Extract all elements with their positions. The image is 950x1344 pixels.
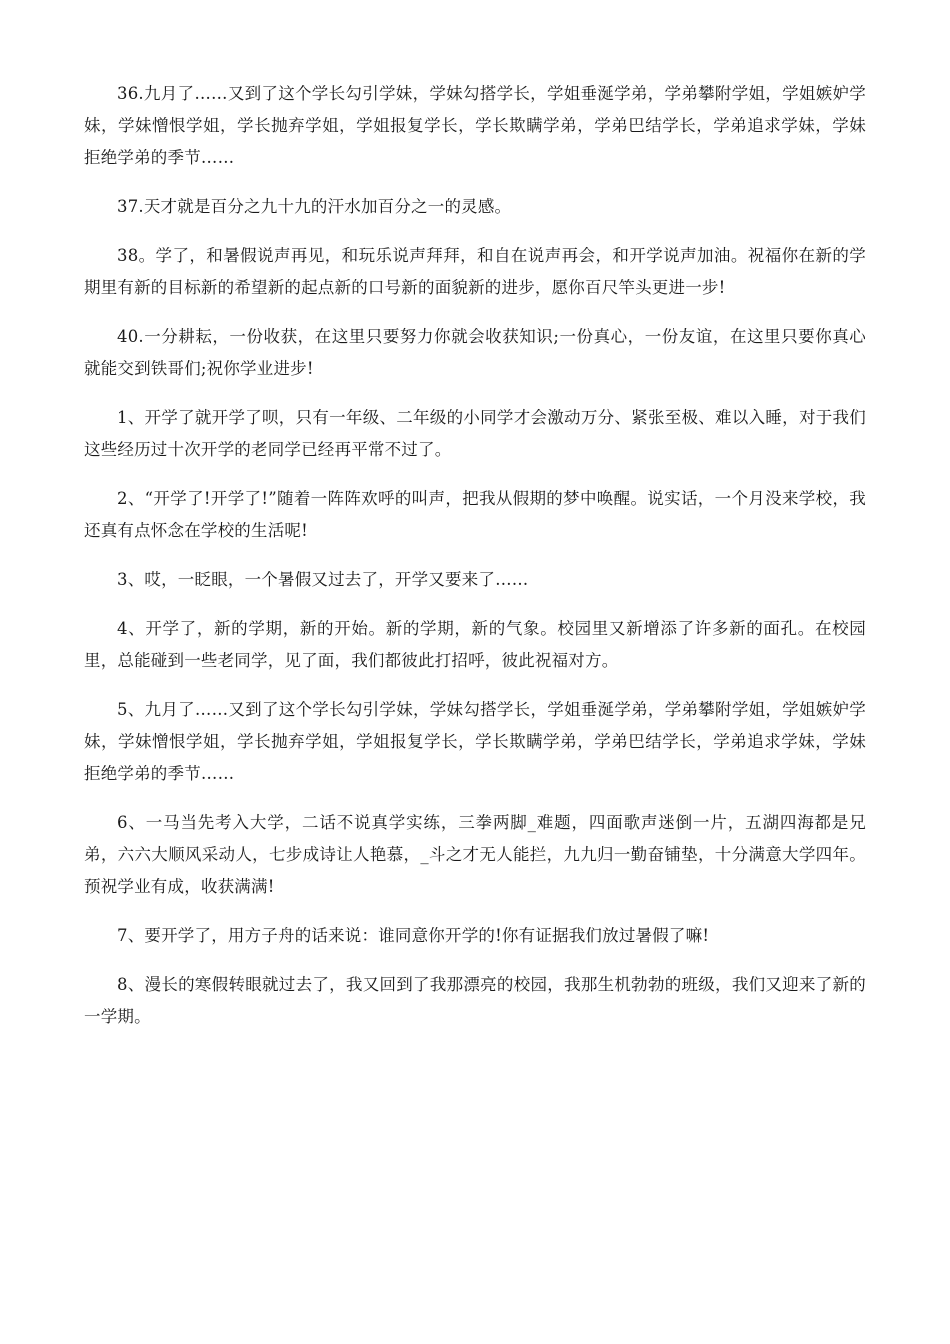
paragraph-1: 1、开学了就开学了呗，只有一年级、二年级的小同学才会激动万分、紧张至极、难以入睡，对于我们这些经历过十次开学的老同学已经再平常不过了。 xyxy=(84,408,866,459)
document-body xyxy=(84,78,866,1050)
paragraph-38: 38。学了，和暑假说声再见，和玩乐说声拜拜，和自在说声再会，和开学说声加油。祝福你在新的学期里有新的目标新的希望新的起点新的口号新的面貌新的进步，愿你百尺竿头更进一步! xyxy=(84,246,866,297)
paragraph-3: 3、哎，一眨眼，一个暑假又过去了，开学又要来了…… xyxy=(117,570,529,589)
paragraph-7: 7、要开学了，用方子舟的话来说：谁同意你开学的!你有证据我们放过暑假了嘛! xyxy=(117,926,710,945)
paragraph-6: 6、一马当先考入大学，二话不说真学实练，三拳两脚_难题，四面歌声迷倒一片，五湖四海都是兄弟，六六大顺风采动人，七步成诗让人艳慕，_斗之才无人能拦，九九归一勤奋铺垫，十分满意大学四年。预祝学业有成，收获满满! xyxy=(84,813,866,896)
paragraph-2: 2、“开学了!开学了!”随着一阵阵欢呼的叫声，把我从假期的梦中唤醒。说实话，一个月没来学校，我还真有点怀念在学校的生活呢! xyxy=(84,489,866,540)
paragraph-4: 4、开学了，新的学期，新的开始。新的学期，新的气象。校园里又新增添了许多新的面孔。在校园里，总能碰到一些老同学，见了面，我们都彼此打招呼，彼此祝福对方。 xyxy=(84,619,866,670)
paragraph-8: 8、漫长的寒假转眼就过去了，我又回到了我那漂亮的校园，我那生机勃勃的班级，我们又迎来了新的一学期。 xyxy=(84,975,866,1026)
paragraph-40: 40.一分耕耘，一份收获，在这里只要努力你就会收获知识;一份真心，一份友谊，在这里只要你真心就能交到铁哥们;祝你学业进步! xyxy=(84,327,866,378)
paragraph-5: 5、九月了……又到了这个学长勾引学妹，学妹勾搭学长，学姐垂涎学弟，学弟攀附学姐，学姐嫉妒学妹，学妹憎恨学姐，学长抛弃学姐，学姐报复学长，学长欺瞒学弟，学弟巴结学长，学弟追求学妹，学妹拒绝学弟的季节…… xyxy=(84,700,866,783)
paragraph-36: 36.九月了……又到了这个学长勾引学妹，学妹勾搭学长，学姐垂涎学弟，学弟攀附学姐，学姐嫉妒学妹，学妹憎恨学姐，学长抛弃学姐，学姐报复学长，学长欺瞒学弟，学弟巴结学长，学弟追求学妹，学妹拒绝学弟的季节…… xyxy=(84,84,866,167)
paragraph-37: 37.天才就是百分之九十九的汗水加百分之一的灵感。 xyxy=(117,197,512,216)
